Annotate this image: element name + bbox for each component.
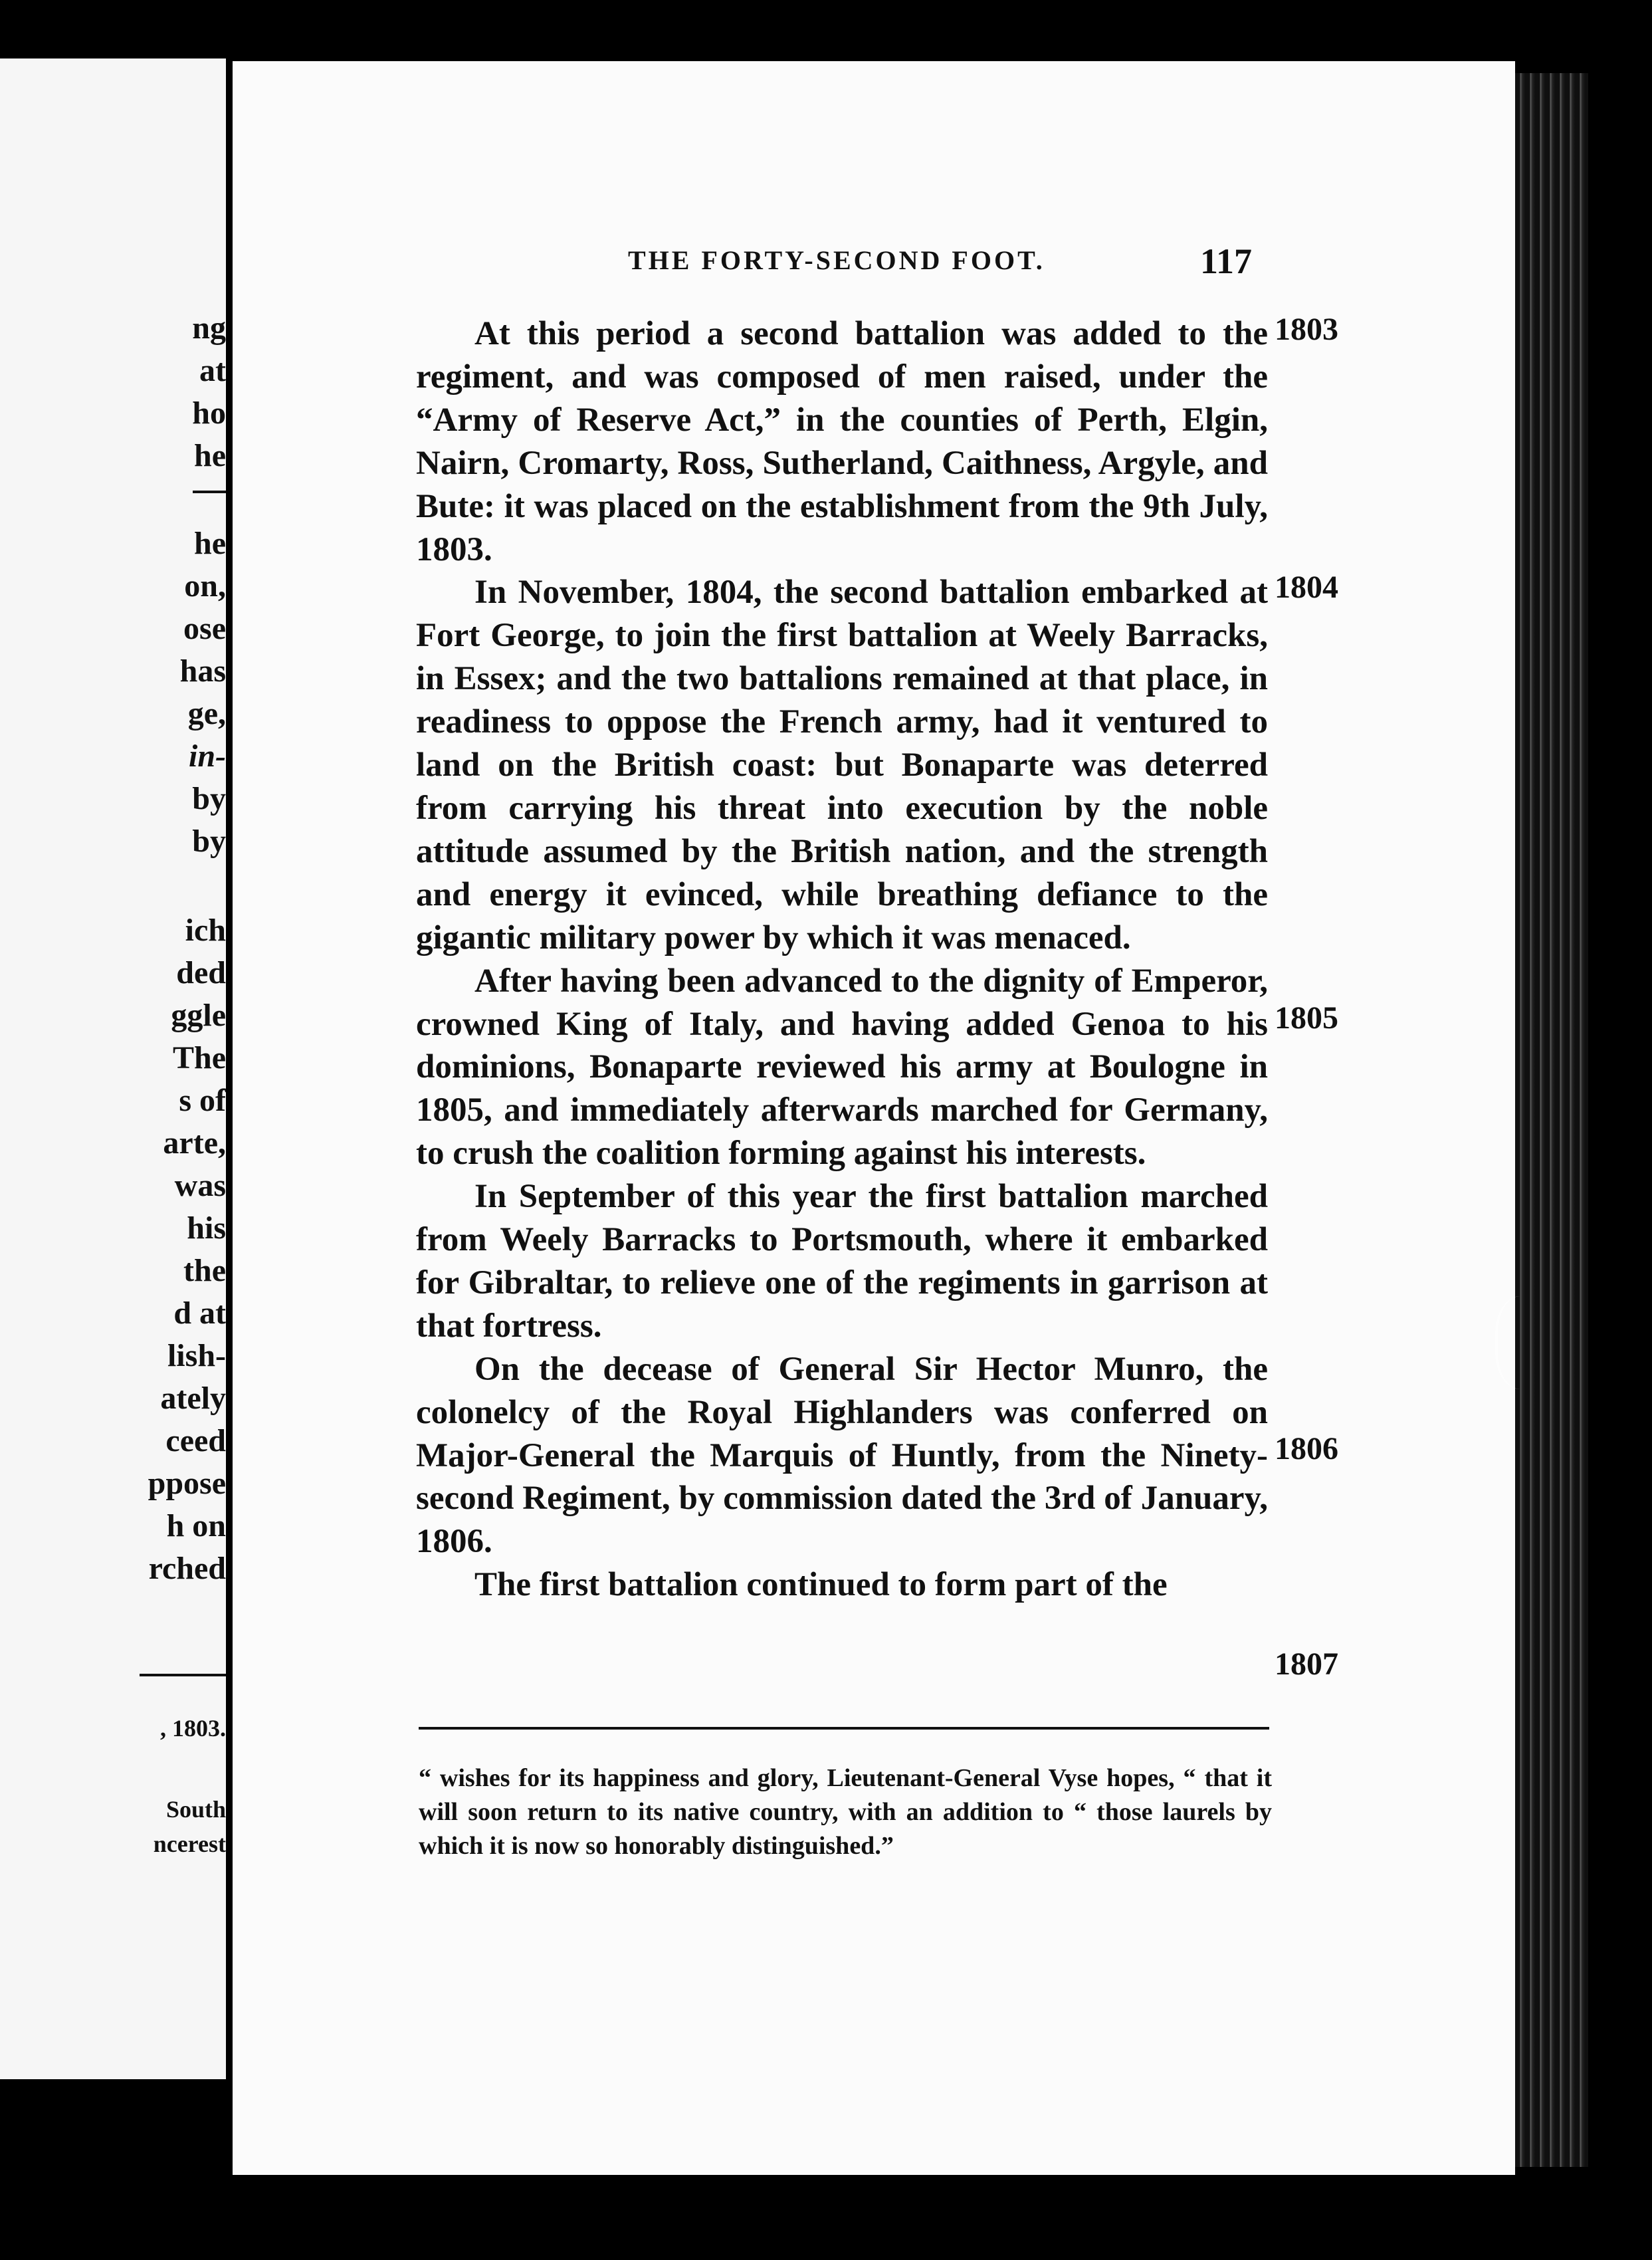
margin-year: 1806 [1275, 1431, 1338, 1466]
paragraph [416, 312, 1268, 571]
footnote [419, 1761, 1272, 1863]
left-fragment: ich [185, 913, 226, 948]
left-fragment: he [194, 526, 226, 561]
left-fragment: at [199, 353, 226, 388]
footnote-rule [419, 1727, 1269, 1730]
text-line: against his interests. [853, 1135, 1146, 1173]
text-line: Genoa to his dominions, Bonaparte reviewed his army [416, 1005, 1268, 1086]
left-fragment: d at [173, 1296, 226, 1331]
text-line: marched from Weely Barracks to Portsmouth, where [416, 1178, 1269, 1259]
page-edge [1515, 73, 1588, 2167]
margin-year: 1805 [1275, 1000, 1338, 1036]
left-rule [193, 491, 226, 493]
left-fragment: by [192, 824, 226, 859]
left-fragment: the [183, 1253, 226, 1288]
text-line: Emperor, crowned King of Italy, and having added [416, 962, 1268, 1043]
text-line: Elgin, Nairn, Cromarty, Ross, Sutherland, Caithness, [416, 401, 1268, 482]
paragraph [416, 1348, 1268, 1564]
text-line: which it was menaced. [807, 919, 1131, 957]
left-fragment: h on [166, 1508, 226, 1543]
left-fragment: South [165, 1796, 226, 1823]
running-head: THE FORTY-SECOND FOOT. [628, 245, 1045, 275]
left-fragment: ded [176, 955, 226, 990]
text-line: of January, 1806. [416, 1480, 1268, 1561]
body-text [416, 312, 1268, 1607]
left-fragment: ho [192, 396, 226, 431]
left-fragment: ge, [187, 696, 226, 731]
left-fragment: by [192, 781, 226, 816]
left-fragment: was [174, 1168, 226, 1203]
text-line: at Boulogne in 1805, and immediately afterwards [416, 1048, 1268, 1129]
paragraph [416, 960, 1268, 1176]
left-page [0, 58, 226, 2079]
paragraph [416, 1563, 1268, 1607]
text-line: regiment, and was composed of men raised, under the [416, 358, 1268, 396]
left-rule [140, 1674, 226, 1676]
text-line: it embarked for Gibraltar, to relieve one of the [416, 1221, 1268, 1301]
footnote-line: “ wishes for its happiness and glory, Lieutenant-General Vyse hopes, [419, 1764, 1175, 1792]
left-fragment: on, [184, 568, 226, 604]
text-line: execution by the noble attitude assumed by the British [416, 789, 1268, 870]
left-fragment: ggle [171, 998, 226, 1033]
text-line: colonelcy of the Royal Highlanders was conferred [416, 1393, 1211, 1431]
left-fragment: arte, [163, 1125, 226, 1161]
text-line: On the decease of General Sir Hector Munro, the [474, 1350, 1268, 1388]
left-fragment: his [187, 1210, 226, 1246]
text-line: “Army of Reserve Act,” in the counties of Perth, [416, 401, 1168, 439]
paragraph [416, 1175, 1268, 1348]
left-fragment: ceed [165, 1423, 226, 1458]
text-line: on Major-General the Marquis of Huntly, from the [416, 1393, 1268, 1474]
text-line: The first battalion continued to form part of the [474, 1566, 1168, 1604]
left-fragment: , 1803. [160, 1715, 226, 1742]
text-line: at Fort George, to join the first battalion at Weely [416, 574, 1268, 655]
text-line: at that place, in readiness to oppose the French army, [416, 660, 1269, 741]
left-fragment: has [179, 653, 226, 689]
text-line: marched for Germany, to crush the coalition forming [416, 1091, 1268, 1173]
margin-year: 1803 [1275, 312, 1338, 347]
text-line: At this period a second battalion was added to the [474, 315, 1268, 352]
left-fragment: lish- [167, 1338, 226, 1373]
left-fragment: s of [179, 1083, 226, 1118]
left-fragment: ncerest [153, 1831, 226, 1857]
left-fragment: he [194, 438, 226, 473]
text-line: After having been advanced to the dignity of [474, 962, 1122, 1000]
text-line: breathing defiance to the gigantic military power by [416, 875, 1268, 957]
left-fragment: ppose [148, 1466, 226, 1501]
footnote-line: “ that it will soon return to its native country, with an addition to [419, 1764, 1273, 1826]
text-line: Barracks, in Essex; and the two battalions remained [416, 617, 1269, 698]
text-line: Argyle, and Bute: it was placed on the establishment [416, 444, 1268, 525]
text-line: from the 9th July, 1803. [416, 487, 1268, 568]
text-line: Bonaparte was deterred from carrying his threat into [416, 746, 1268, 827]
book-gutter [226, 0, 233, 2260]
page-number: 117 [1200, 241, 1253, 281]
text-line: regiments in garrison at that fortress. [416, 1264, 1268, 1345]
left-fragment: in- [188, 738, 226, 774]
text-line: In November, 1804, the second battalion embarked [474, 574, 1229, 612]
text-line: Ninety-second Regiment, by commission dated the 3rd [416, 1436, 1269, 1518]
left-fragment: ately [160, 1381, 226, 1416]
paragraph [416, 571, 1268, 959]
left-fragment: ose [183, 611, 226, 646]
page-smudge [1495, 1296, 1558, 1389]
left-fragment: ng [192, 310, 226, 346]
margin-year: 1807 [1275, 1646, 1338, 1682]
left-fragment: The [172, 1040, 226, 1075]
left-fragment: rched [148, 1551, 226, 1586]
margin-year: 1804 [1275, 570, 1338, 605]
text-line: In September of this year the first battalion [474, 1178, 1128, 1216]
footnote-line: “ those laurels by which it is now so honorably distinguished.” [419, 1798, 1273, 1860]
text-line: had it ventured to land on the British coast: but [416, 703, 1268, 784]
text-line: nation, and the strength and energy it evinced, while [416, 832, 1269, 913]
